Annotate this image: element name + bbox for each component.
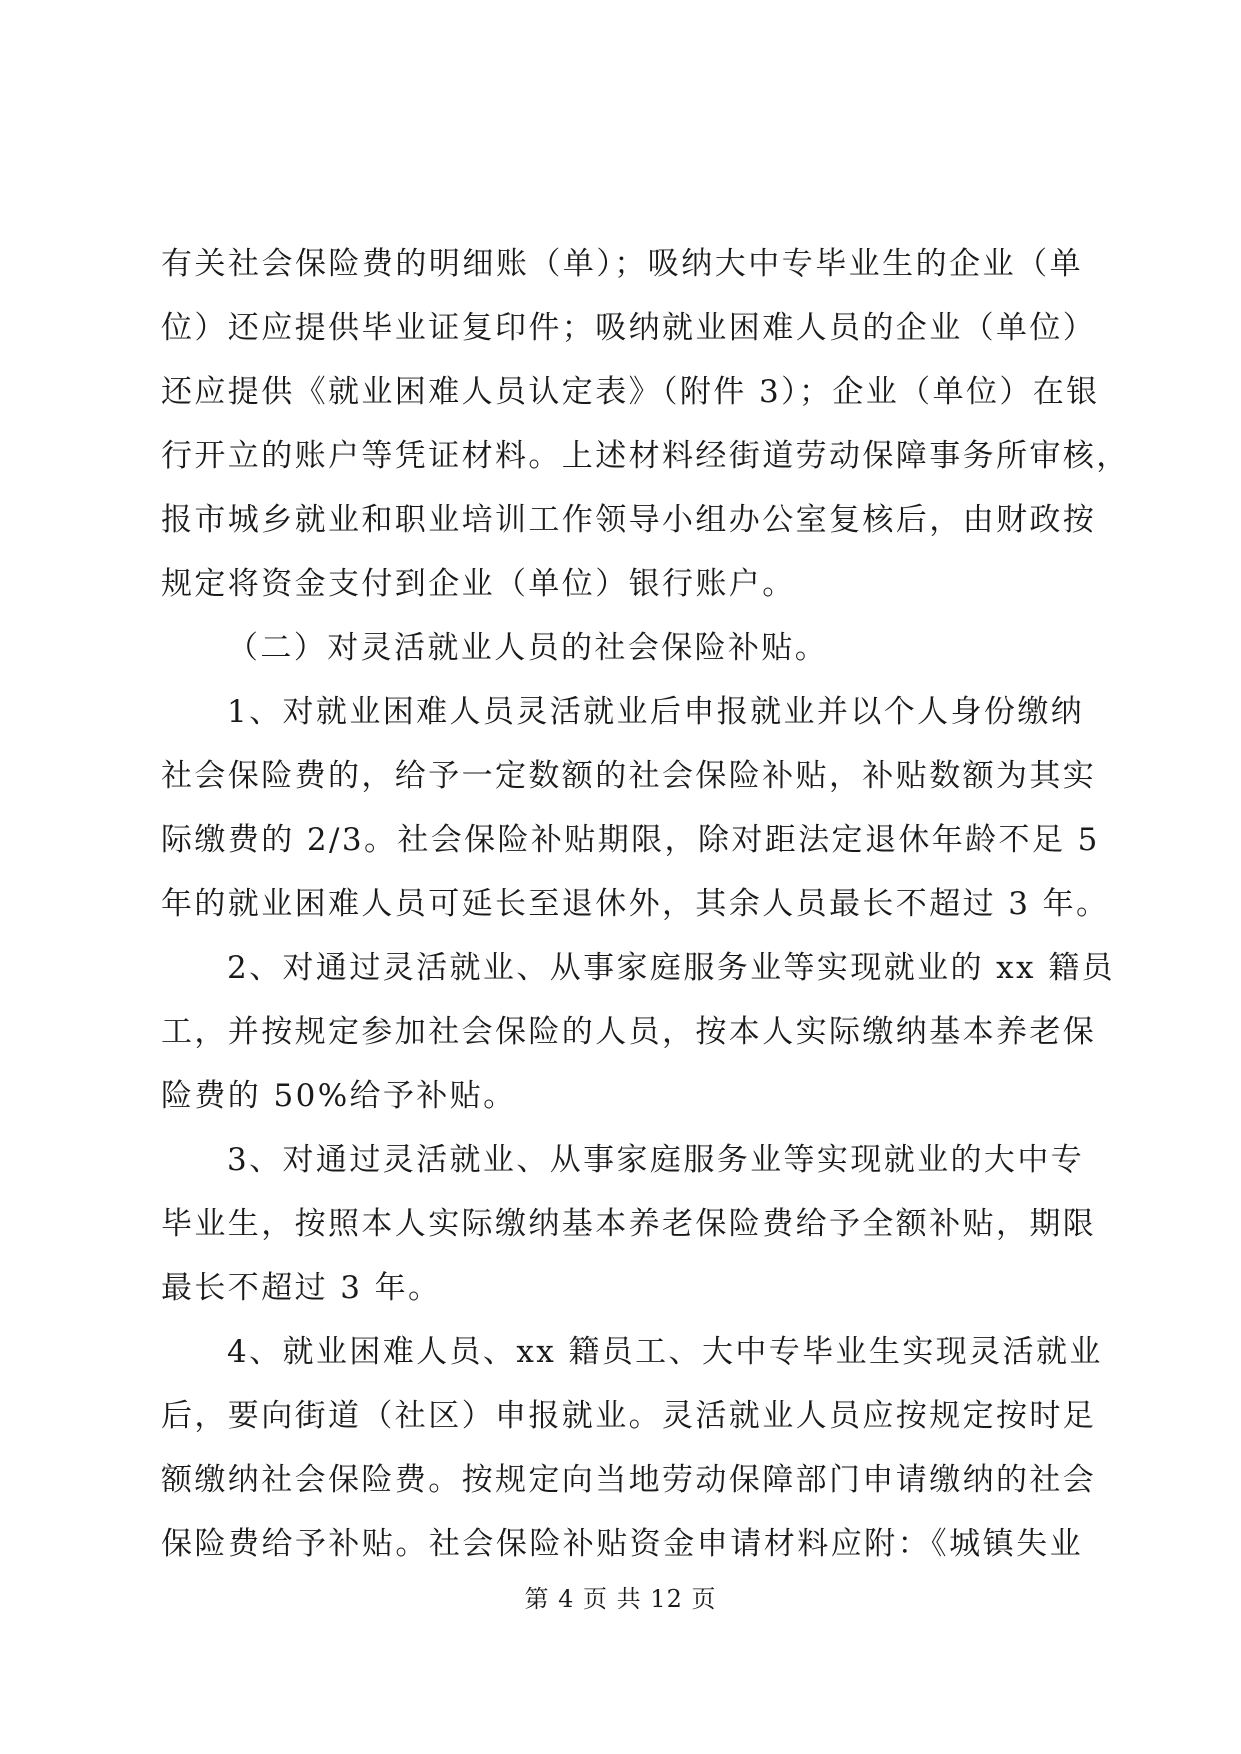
- text-line: 际缴费的 2/3。社会保险补贴期限，除对距法定退休年龄不足 5: [161, 822, 1100, 858]
- text-line: 4、就业困难人员、xx 籍员工、大中专毕业生实现灵活就业: [227, 1334, 1103, 1370]
- text-line: 还应提供《就业困难人员认定表》（附件 3）；企业（单位）在银: [161, 374, 1100, 410]
- text-line: 最长不超过 3 年。: [161, 1270, 442, 1306]
- text-line: 工，并按规定参加社会保险的人员，按本人实际缴纳基本养老保: [161, 1014, 1097, 1050]
- text-line: 行开立的账户等凭证材料。上述材料经街道劳动保障事务所审核，: [161, 438, 1130, 474]
- text-line: 2、对通过灵活就业、从事家庭服务业等实现就业的 xx 籍员: [227, 950, 1115, 986]
- text-line: 额缴纳社会保险费。按规定向当地劳动保障部门申请缴纳的社会: [161, 1462, 1097, 1498]
- text-line: 报市城乡就业和职业培训工作领导小组办公室复核后，由财政按: [161, 502, 1097, 538]
- text-line: 保险费给予补贴。社会保险补贴资金申请材料应附：《城镇失业: [161, 1526, 1083, 1562]
- text-line: 后，要向街道（社区）申报就业。灵活就业人员应按规定按时足: [161, 1398, 1097, 1434]
- text-line: 位）还应提供毕业证复印件；吸纳就业困难人员的企业（单位）: [161, 310, 1097, 346]
- page-number: 第 4 页 共 12 页: [524, 1585, 717, 1613]
- text-line: 毕业生，按照本人实际缴纳基本养老保险费给予全额补贴，期限: [161, 1206, 1097, 1242]
- text-line: 1、对就业困难人员灵活就业后申报就业并以个人身份缴纳: [227, 694, 1085, 730]
- text-line: 有关社会保险费的明细账（单）；吸纳大中专毕业生的企业（单: [161, 246, 1083, 282]
- text-line: 险费的 50%给予补贴。: [161, 1078, 517, 1114]
- text-line: 年的就业困难人员可延长至退休外，其余人员最长不超过 3 年。: [161, 886, 1110, 922]
- text-line: 社会保险费的，给予一定数额的社会保险补贴，补贴数额为其实: [161, 758, 1097, 794]
- text-line: 规定将资金支付到企业（单位）银行账户。: [161, 566, 796, 602]
- document-body: [161, 232, 1130, 1576]
- text-line: 3、对通过灵活就业、从事家庭服务业等实现就业的大中专: [227, 1142, 1085, 1178]
- section-heading: （二）对灵活就业人员的社会保险补贴。: [227, 630, 829, 666]
